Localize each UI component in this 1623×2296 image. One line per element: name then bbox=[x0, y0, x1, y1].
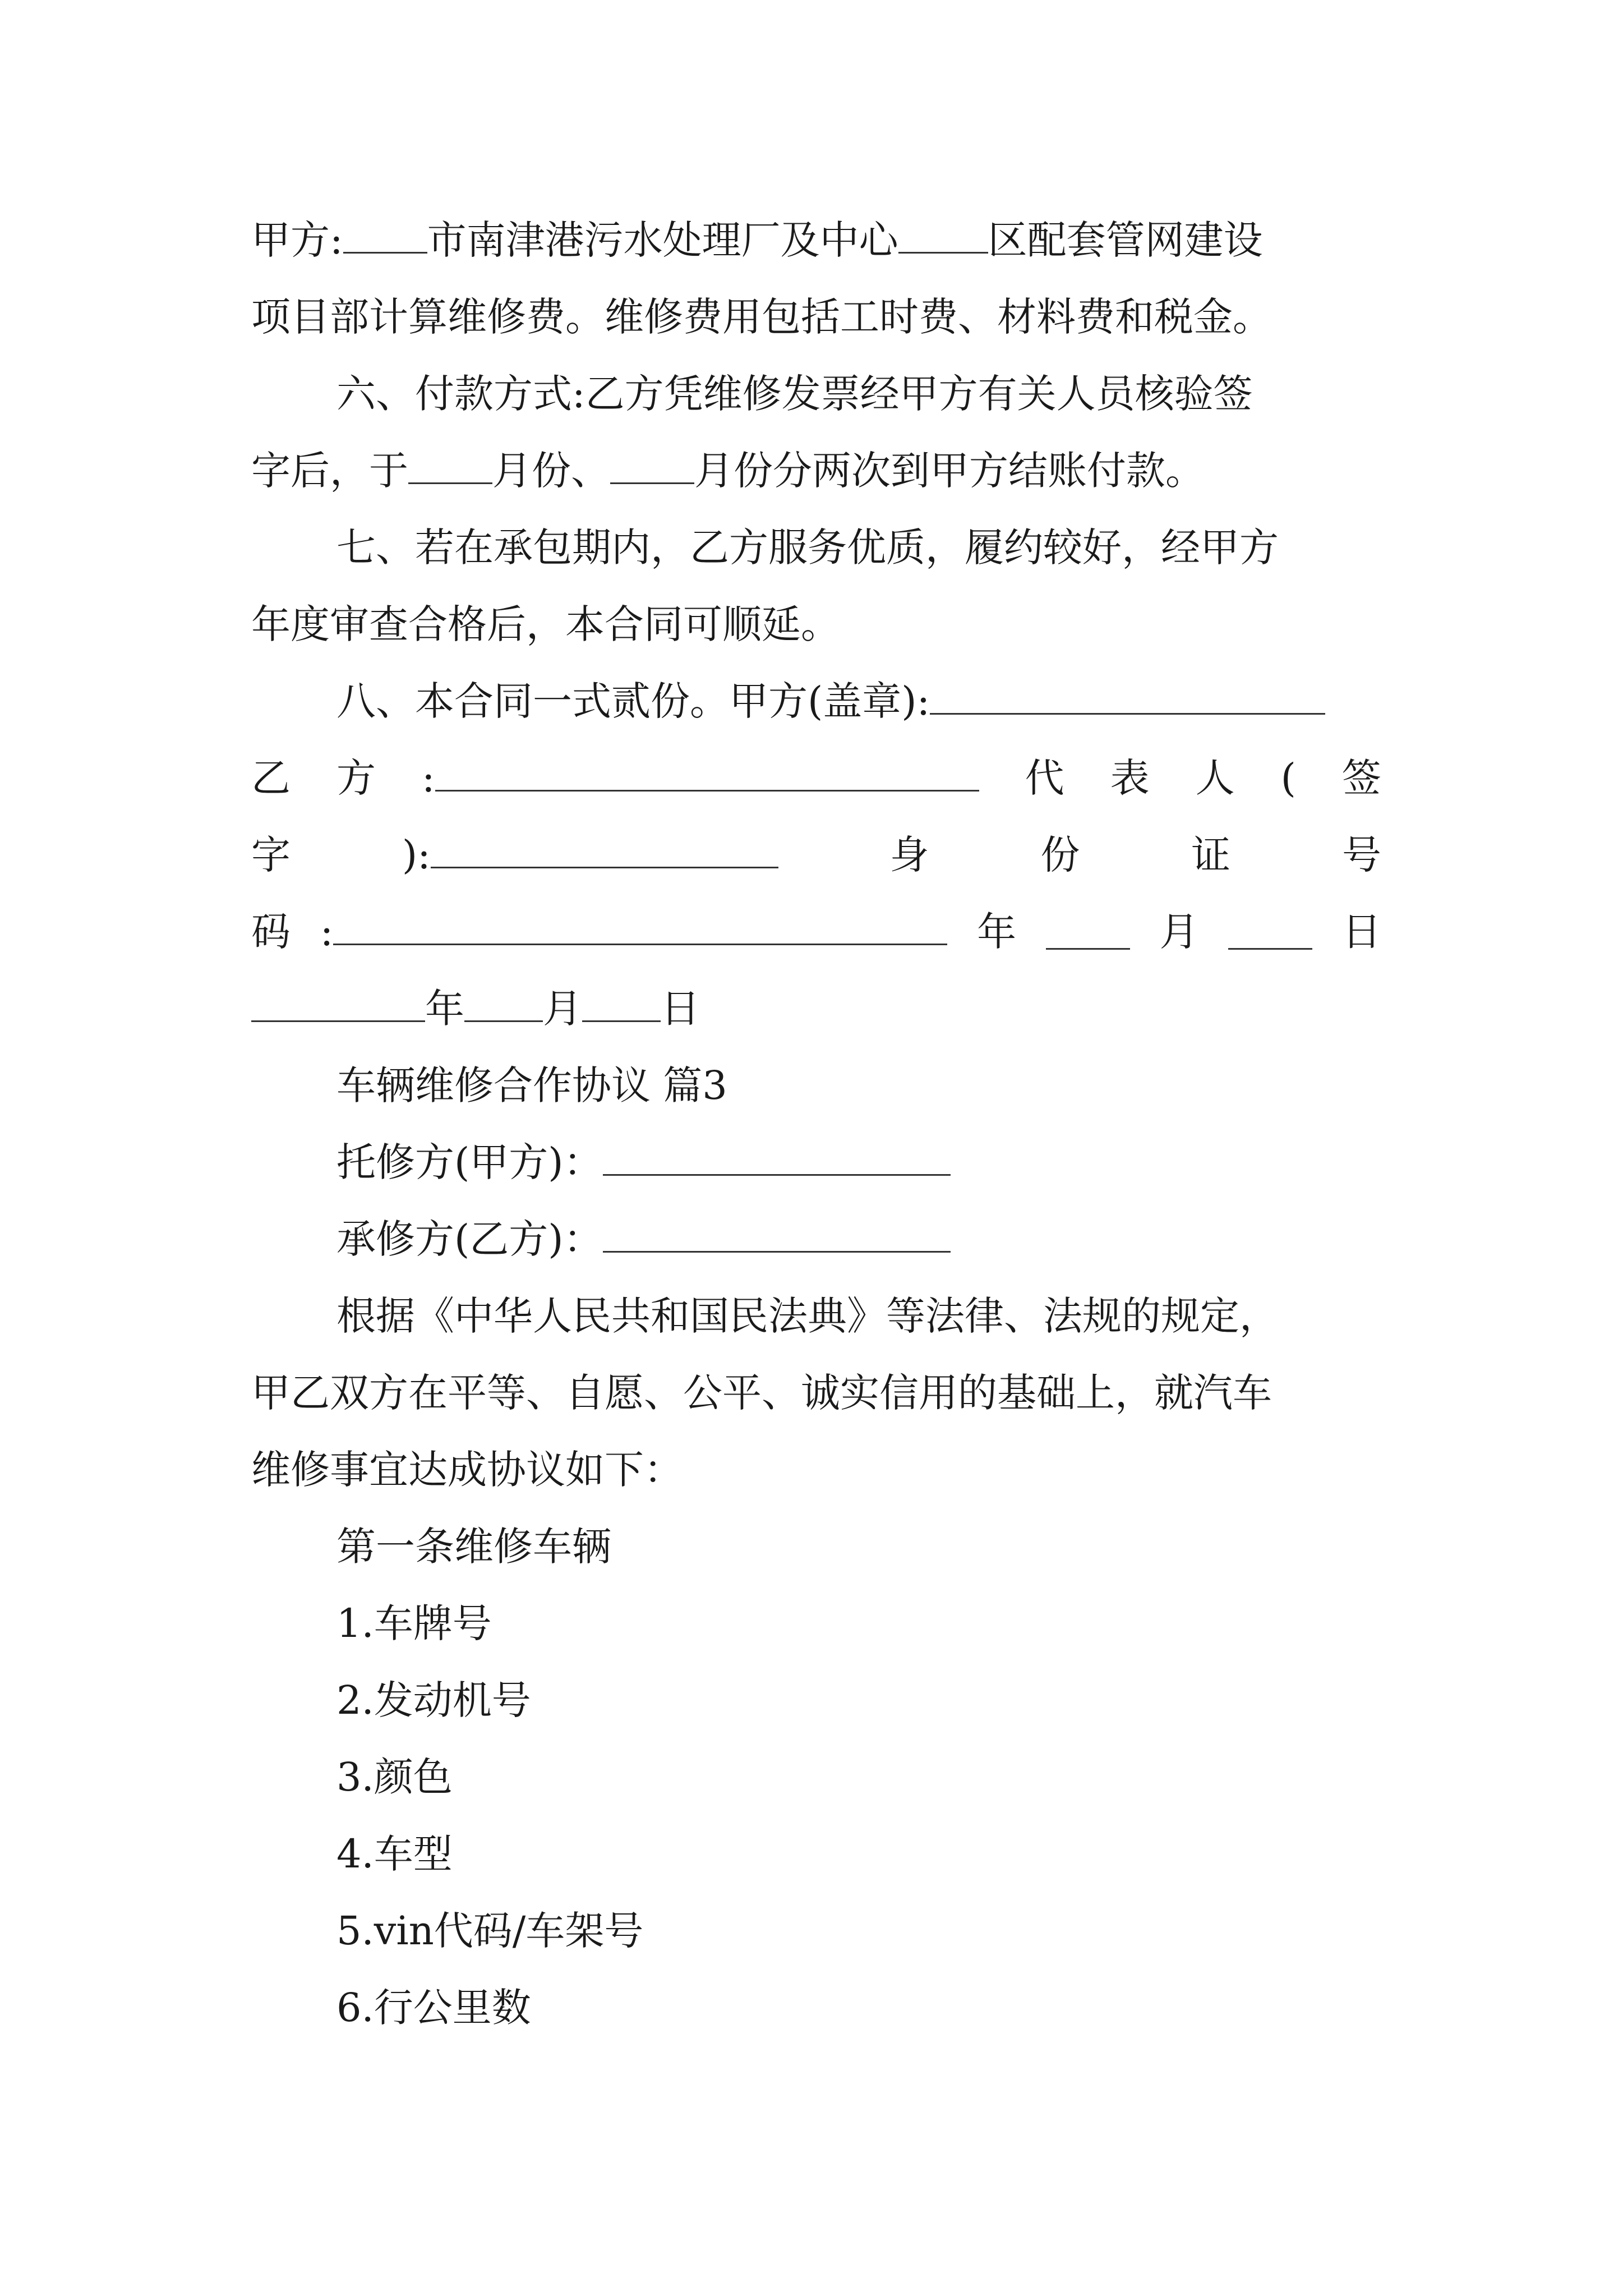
blank-line bbox=[435, 756, 979, 792]
blank-line bbox=[930, 679, 1325, 715]
text-span: 月 bbox=[543, 986, 582, 1032]
text-span: 身 bbox=[889, 832, 929, 878]
blank-line bbox=[408, 449, 492, 484]
text-span: 月份分两次到甲方结账付款。 bbox=[694, 448, 1205, 494]
text-span: 号 bbox=[1341, 832, 1381, 878]
blank-line bbox=[251, 987, 425, 1022]
blank-line bbox=[603, 1140, 951, 1176]
text-span: 月份、 bbox=[492, 448, 610, 494]
date-line bbox=[251, 981, 700, 1037]
id-number-field bbox=[320, 904, 948, 960]
paragraph-line: 维修事宜达成协议如下： bbox=[251, 1447, 683, 1493]
blank-line bbox=[343, 218, 427, 254]
text-span: 区配套管网建设 bbox=[988, 217, 1263, 263]
paragraph-line: 甲乙双方在平等、自愿、公平、诚实信用的基础上，就汽车 bbox=[251, 1370, 1272, 1416]
contractor-line bbox=[336, 1211, 951, 1267]
article-heading: 第一条维修车辆 bbox=[336, 1524, 611, 1570]
text-span: 年 bbox=[977, 909, 1017, 955]
text-span: : bbox=[422, 755, 435, 801]
text-span: 表 bbox=[1110, 755, 1150, 801]
text-span: 托修方(甲方)： bbox=[336, 1139, 603, 1185]
text-span: 年 bbox=[425, 986, 464, 1032]
text-span: 甲方: bbox=[251, 217, 343, 263]
text-span: 市南津港污水处理厂及中心 bbox=[427, 217, 898, 263]
paragraph-line: 年度审查合格后，本合同可顺延。 bbox=[251, 601, 840, 647]
paragraph-line bbox=[336, 673, 1325, 729]
text-span: 日 bbox=[661, 986, 700, 1032]
list-item: 6.行公里数 bbox=[336, 1985, 531, 2031]
text-span: 八、本合同一式贰份。甲方(盖章): bbox=[336, 678, 930, 724]
list-item: 1.车牌号 bbox=[336, 1600, 492, 1646]
paragraph-line: 项目部计算维修费。维修费用包括工时费、材料费和税金。 bbox=[251, 294, 1272, 340]
blank-line bbox=[1046, 914, 1130, 950]
list-item: 3.颜色 bbox=[336, 1754, 453, 1800]
text-span: 代 bbox=[1025, 755, 1064, 801]
signature-field bbox=[402, 827, 778, 883]
blank-line bbox=[464, 987, 543, 1022]
list-item: 4.车型 bbox=[336, 1831, 453, 1877]
text-span: 月 bbox=[1159, 909, 1199, 955]
paragraph-line bbox=[251, 212, 1263, 268]
party-b-field bbox=[422, 750, 979, 806]
blank-line bbox=[898, 218, 988, 254]
text-span: 份 bbox=[1040, 832, 1080, 878]
signature-line-representative bbox=[251, 827, 1381, 883]
text-span: 方 bbox=[336, 755, 376, 801]
id-number-line bbox=[251, 904, 1381, 960]
text-span: 日 bbox=[1342, 909, 1381, 955]
text-span: 字 bbox=[251, 832, 291, 878]
blank-line bbox=[333, 910, 947, 945]
blank-line bbox=[603, 1217, 951, 1253]
blank-line bbox=[1228, 914, 1312, 950]
paragraph-line: 七、若在承包期内，乙方服务优质，履约较好，经甲方 bbox=[336, 524, 1279, 570]
text-span: 证 bbox=[1191, 832, 1231, 878]
text-span: 乙 bbox=[251, 755, 291, 801]
text-span: : bbox=[320, 909, 334, 955]
signature-line-party-b bbox=[251, 750, 1381, 806]
list-item: 2.发动机号 bbox=[336, 1677, 531, 1723]
text-span: 承修方(乙方)： bbox=[336, 1216, 603, 1262]
client-line bbox=[336, 1134, 951, 1190]
text-span: 人 bbox=[1195, 755, 1235, 801]
text-span: 码 bbox=[251, 909, 291, 955]
paragraph-line bbox=[251, 443, 1205, 499]
list-item: 5.vin代码/车架号 bbox=[336, 1908, 644, 1954]
paragraph-line: 根据《中华人民共和国民法典》等法律、法规的规定， bbox=[336, 1293, 1279, 1339]
text-span: ): bbox=[402, 832, 431, 878]
text-span: 签 bbox=[1341, 755, 1381, 801]
blank-line bbox=[610, 449, 694, 484]
text-span: 字后，于 bbox=[251, 448, 408, 494]
blank-line bbox=[582, 987, 661, 1022]
paragraph-line: 六、付款方式:乙方凭维修发票经甲方有关人员核验签 bbox=[336, 371, 1253, 417]
blank-line bbox=[431, 833, 778, 868]
text-span: ( bbox=[1280, 755, 1296, 801]
section-heading: 车辆维修合作协议 篇3 bbox=[336, 1062, 727, 1108]
